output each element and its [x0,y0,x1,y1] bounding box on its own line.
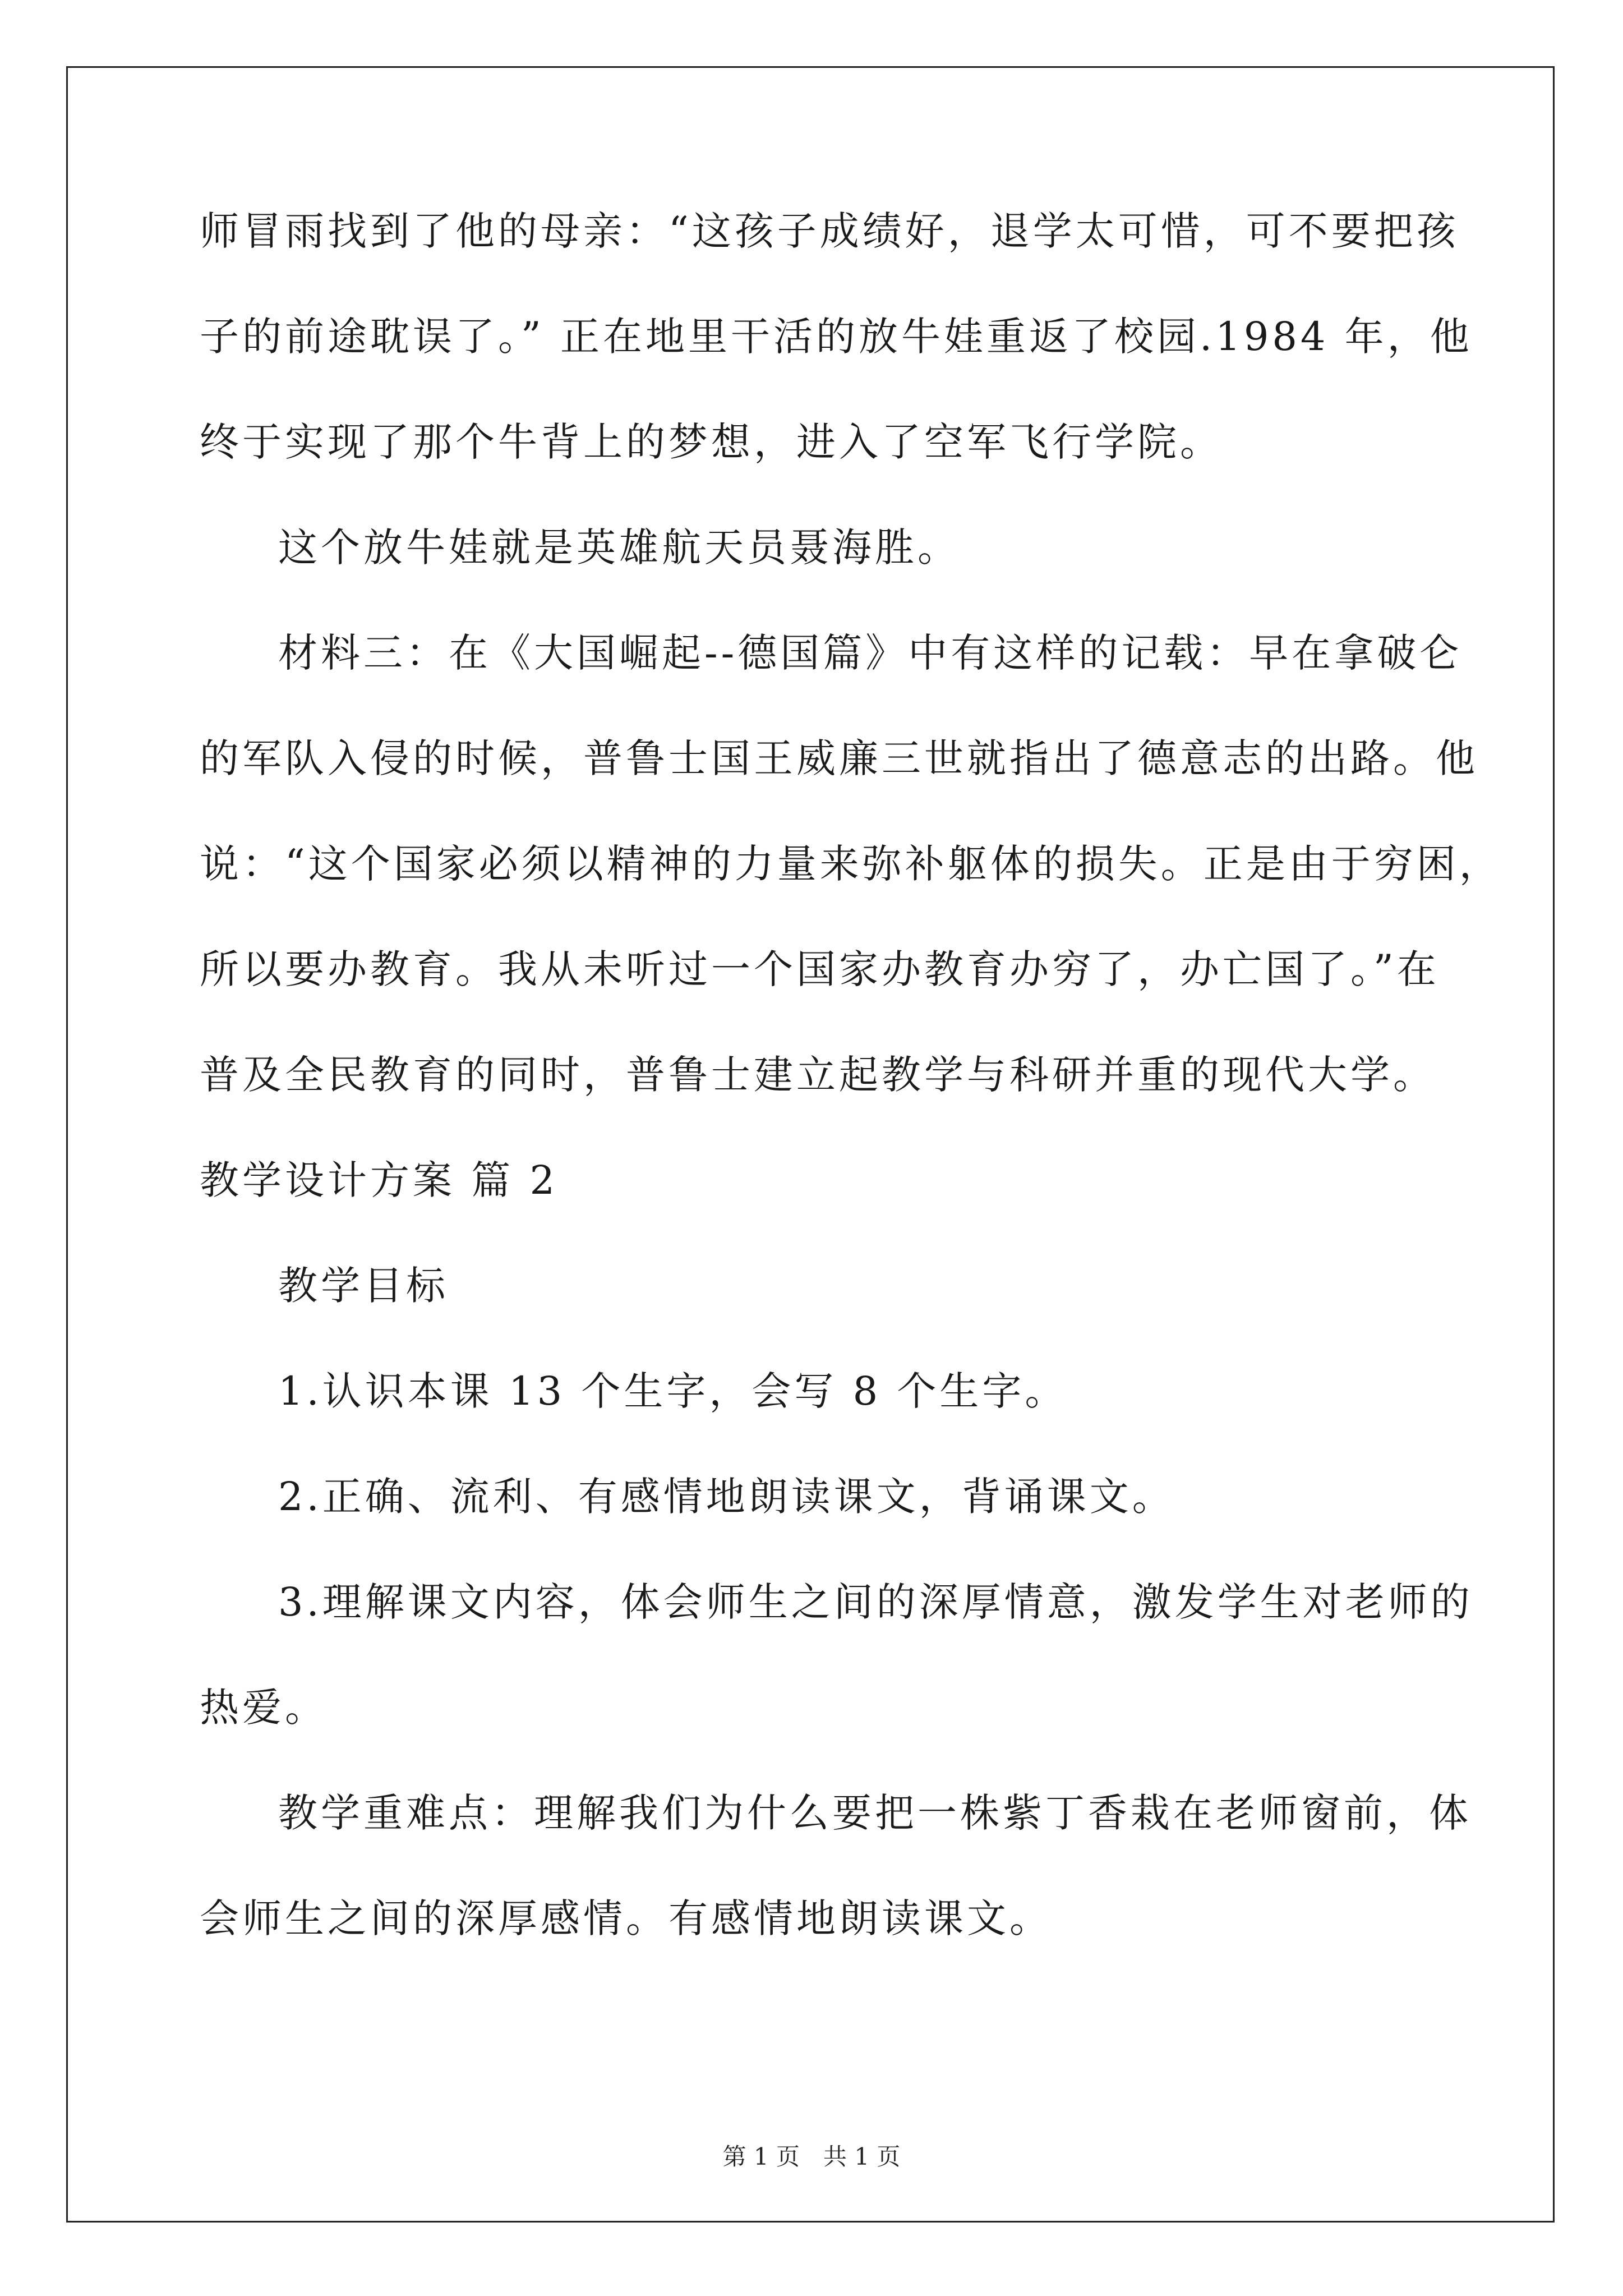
list-item: 2.正确、流利、有感情地朗读课文，背诵课文。 [278,1474,1175,1520]
page-footer: 第 1 页 共 1 页 [722,2143,901,2170]
paragraph-line: 会师生之间的深厚感情。有感情地朗读课文。 [200,1895,1052,1941]
paragraph-line: 所以要办教育。我从未听过一个国家办教育办穷了，办亡国了。”在 [200,946,1440,992]
paragraph-line: 这个放牛娃就是英雄航天员聂海胜。 [278,524,960,570]
paragraph-line: 热爱。 [200,1685,328,1731]
paragraph-line: 终于实现了那个牛背上的梦想，进入了空军飞行学院。 [200,419,1223,465]
paragraph-line: 的军队入侵的时候，普鲁士国王威廉三世就指出了德意志的出路。他 [200,735,1478,781]
list-item: 1.认识本课 13 个生字，会写 8 个生字。 [278,1368,1068,1414]
paragraph-line: 师冒雨找到了他的母亲：“这孩子成绩好，退学太可惜，可不要把孩 [200,208,1459,254]
paragraph-line: 普及全民教育的同时，普鲁士建立起教学与科研并重的现代大学。 [200,1052,1436,1098]
section-heading: 教学设计方案 篇 2 [200,1157,559,1203]
paragraph-line: 说：“这个国家必须以精神的力量来弥补躯体的损失。正是由于穷困， [200,841,1502,887]
paragraph-line: 教学重难点：理解我们为什么要把一株紫丁香栽在老师窗前，体 [278,1790,1472,1836]
list-item: 3.理解课文内容，体会师生之间的深厚情意，激发学生对老师的 [278,1579,1473,1625]
paragraph-line: 子的前途耽误了。” 正在地里干活的放牛娃重返了校园.1984 年，他 [200,314,1473,360]
paragraph-line: 材料三：在《大国崛起--德国篇》中有这样的记载：早在拿破仑 [278,630,1463,676]
subheading: 教学目标 [278,1263,449,1309]
